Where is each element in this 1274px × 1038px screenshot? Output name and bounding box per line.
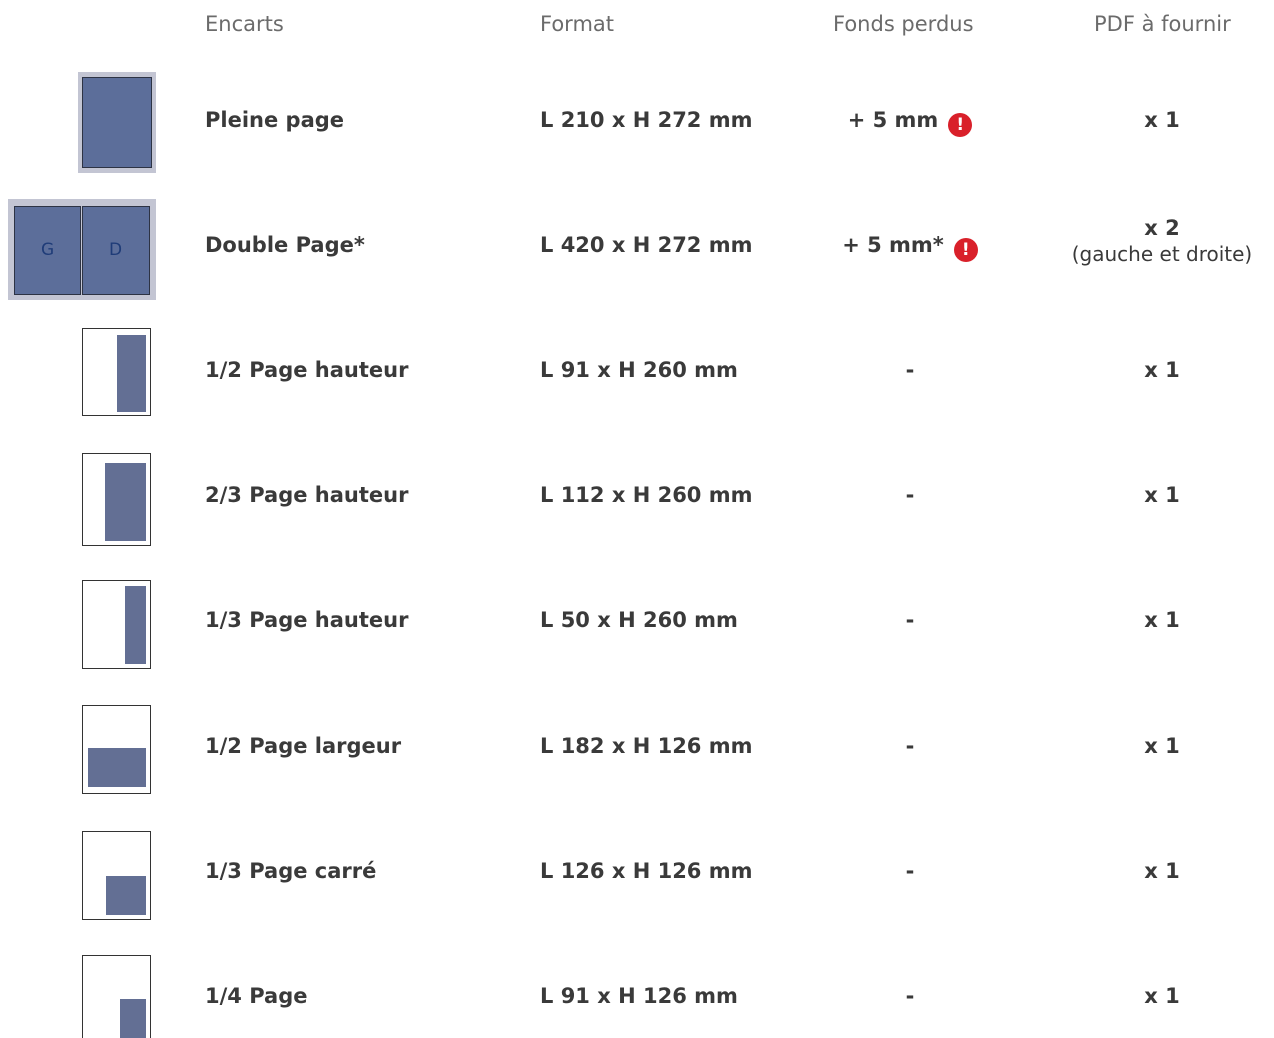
row-pdf: x 1 <box>1144 984 1180 1008</box>
table-row <box>0 692 1274 802</box>
row-bleed: - <box>905 984 915 1008</box>
page-fill <box>82 77 152 168</box>
left-page-fill <box>14 206 81 295</box>
table-row <box>0 66 1274 176</box>
right-page-label: D <box>109 240 123 260</box>
one-third-page-square-thumbnail <box>82 831 151 920</box>
row-format: L 91 x H 260 mm <box>540 358 738 382</box>
row-name: Double Page* <box>205 233 365 257</box>
row-pdf: x 1 <box>1144 734 1180 758</box>
row-pdf: x 1 <box>1144 483 1180 507</box>
one-third-page-vertical-thumbnail <box>82 580 151 669</box>
half-page-vertical-thumbnail <box>82 328 151 416</box>
row-name: 1/3 Page hauteur <box>205 608 409 632</box>
header-encarts: Encarts <box>205 12 284 36</box>
row-format: L 50 x H 260 mm <box>540 608 738 632</box>
row-bleed: - <box>905 483 915 507</box>
table-row <box>0 817 1274 927</box>
header-pdf: PDF à fournir <box>1094 12 1231 36</box>
half-page-horizontal-thumbnail <box>82 705 151 794</box>
row-format: L 126 x H 126 mm <box>540 859 753 883</box>
row-pdf: x 1 <box>1144 859 1180 883</box>
two-thirds-page-thumbnail <box>82 453 151 546</box>
row-bleed: - <box>905 608 915 632</box>
ad-area-fill <box>120 999 146 1038</box>
table-row <box>0 566 1274 676</box>
bleed-value: + 5 mm <box>847 108 939 132</box>
pdf-count: x 2 <box>1144 216 1180 240</box>
row-name: 1/2 Page largeur <box>205 734 402 758</box>
ad-area-fill <box>106 876 146 915</box>
row-format: L 420 x H 272 mm <box>540 233 753 257</box>
right-page-fill <box>82 206 150 295</box>
row-name: 1/4 Page <box>205 984 308 1008</box>
row-bleed: - <box>905 734 915 758</box>
row-bleed <box>820 233 1000 262</box>
full-page-thumbnail <box>78 72 156 173</box>
warning-icon: ! <box>948 113 972 137</box>
row-format: L 182 x H 126 mm <box>540 734 753 758</box>
row-name: Pleine page <box>205 108 345 132</box>
ad-area-fill <box>117 335 146 412</box>
header-format: Format <box>540 12 615 36</box>
row-format: L 210 x H 272 mm <box>540 108 753 132</box>
row-format: L 112 x H 260 mm <box>540 483 753 507</box>
table-row <box>0 441 1274 551</box>
row-pdf: x 1 <box>1144 358 1180 382</box>
bleed-value: + 5 mm* <box>842 233 944 257</box>
left-page-label: G <box>41 240 55 260</box>
table-row <box>0 942 1274 1038</box>
warning-icon: ! <box>954 238 978 262</box>
ad-area-fill <box>125 586 146 664</box>
row-name: 1/3 Page carré <box>205 859 377 883</box>
header-fonds-perdus: Fonds perdus <box>833 12 974 36</box>
row-bleed: - <box>905 358 915 382</box>
row-name: 2/3 Page hauteur <box>205 483 409 507</box>
table-row <box>0 190 1274 300</box>
quarter-page-thumbnail <box>82 955 151 1038</box>
row-bleed: - <box>905 859 915 883</box>
row-format: L 91 x H 126 mm <box>540 984 738 1008</box>
table-row <box>0 316 1274 426</box>
row-pdf <box>1060 216 1264 266</box>
row-pdf: x 1 <box>1144 108 1180 132</box>
pdf-note: (gauche et droite) <box>1071 242 1253 266</box>
row-bleed <box>820 108 1000 137</box>
ad-area-fill <box>105 463 146 541</box>
double-page-thumbnail <box>8 199 156 300</box>
ad-area-fill <box>88 748 146 787</box>
row-name: 1/2 Page hauteur <box>205 358 409 382</box>
row-pdf: x 1 <box>1144 608 1180 632</box>
